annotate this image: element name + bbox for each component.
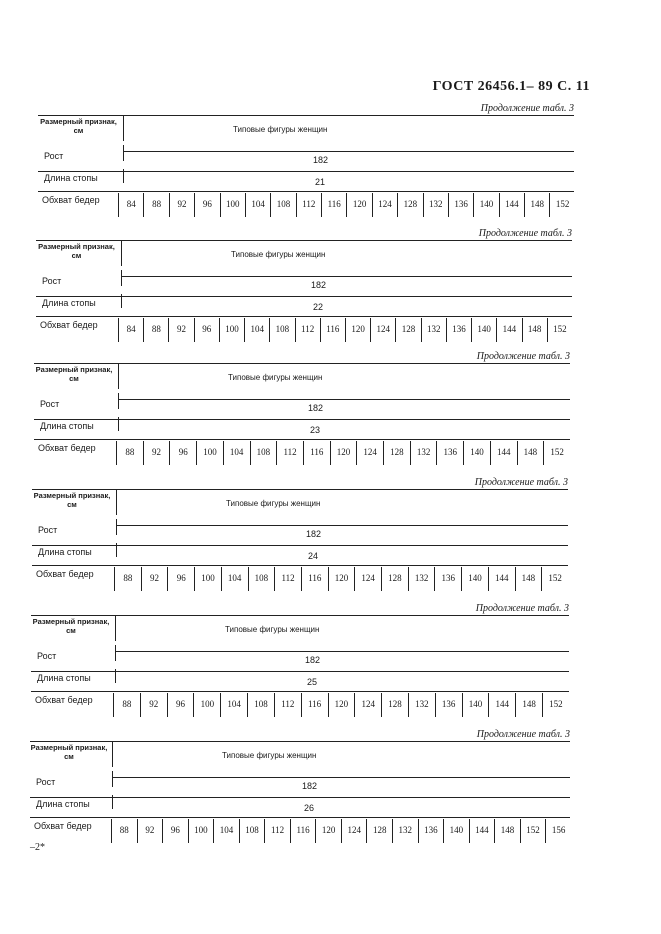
hip-girth-cell: 88 <box>143 318 168 342</box>
hip-girth-cell: 88 <box>114 567 141 591</box>
figure-type-title: Типовые фигуры женщин <box>222 751 317 760</box>
hip-girth-cell: 136 <box>446 318 471 342</box>
hip-girth-cell: 124 <box>356 441 383 465</box>
row-label-height: Рост <box>44 151 64 161</box>
row-label-foot-length: Длина стопы <box>36 799 90 809</box>
hip-girth-cell: 116 <box>290 819 316 843</box>
foot-length-value: 25 <box>307 677 318 687</box>
figure-type-title: Типовые фигуры женщин <box>225 625 320 634</box>
header-bottom-rule <box>123 151 574 152</box>
hip-girth-cell: 144 <box>488 567 515 591</box>
hip-girth-cell: 124 <box>341 819 367 843</box>
height-value: 182 <box>306 529 322 539</box>
hip-girth-cells <box>118 318 572 342</box>
hip-girth-cell: 132 <box>408 567 435 591</box>
figure-type-title: Типовые фигуры женщин <box>228 373 323 382</box>
hip-girth-cell: 140 <box>471 318 496 342</box>
hip-girth-cell: 88 <box>116 441 143 465</box>
hip-girth-cells <box>118 193 575 217</box>
hip-girth-cell: 100 <box>196 441 223 465</box>
continuation-label: Продолжение табл. 3 <box>480 103 574 114</box>
height-row-divider <box>123 145 124 161</box>
height-row-rule <box>34 419 570 420</box>
foot-row-rule <box>38 191 574 192</box>
height-value: 182 <box>308 403 324 413</box>
hip-girth-cell: 108 <box>270 193 295 217</box>
hip-girth-cell: 132 <box>421 318 446 342</box>
hip-girth-cell: 148 <box>515 693 542 717</box>
height-row-divider <box>118 393 119 409</box>
hip-girth-cell: 136 <box>436 441 463 465</box>
hip-girth-cell: 128 <box>383 441 410 465</box>
table-block <box>32 477 568 595</box>
hip-girth-cell: 136 <box>434 567 461 591</box>
header-bottom-rule <box>118 399 570 400</box>
continuation-label: Продолжение табл. 3 <box>478 228 572 239</box>
hip-girth-cell: 136 <box>435 693 462 717</box>
size-attribute-header: Размерный признак, см <box>35 365 113 383</box>
hip-girth-cell: 112 <box>276 441 303 465</box>
hip-girth-cell: 96 <box>169 441 196 465</box>
hip-girth-cell: 140 <box>463 441 490 465</box>
hip-girth-cell: 112 <box>296 193 321 217</box>
hip-girth-cell: 104 <box>223 441 250 465</box>
table-frame <box>36 240 572 346</box>
row-label-hip-girth: Обхват бедер <box>35 695 93 705</box>
row-label-hip-girth: Обхват бедер <box>38 443 96 453</box>
header-divider <box>112 741 113 767</box>
table-block <box>31 603 569 721</box>
hip-girth-cell: 96 <box>162 819 188 843</box>
table-frame <box>30 741 570 847</box>
hip-girth-cell: 96 <box>194 193 219 217</box>
hip-girth-cell: 124 <box>372 193 397 217</box>
hip-girth-cell: 116 <box>321 193 346 217</box>
hip-girth-cell: 124 <box>354 693 381 717</box>
header-bottom-rule <box>115 651 569 652</box>
hip-girth-cell: 144 <box>469 819 495 843</box>
row-label-foot-length: Длина стопы <box>38 547 92 557</box>
foot-row-rule <box>30 817 570 818</box>
height-row-divider <box>115 645 116 661</box>
table-top-rule <box>34 363 570 364</box>
hip-girth-cell: 96 <box>194 318 219 342</box>
hip-girth-cell: 124 <box>370 318 395 342</box>
foot-row-rule <box>34 439 570 440</box>
row-label-foot-length: Длина стопы <box>37 673 91 683</box>
table-frame <box>38 115 574 221</box>
hip-girth-cell: 100 <box>220 193 245 217</box>
figure-type-title: Типовые фигуры женщин <box>226 499 321 508</box>
hip-girth-cell: 136 <box>418 819 444 843</box>
hip-girth-cells <box>113 693 569 717</box>
hip-girth-cell: 124 <box>354 567 381 591</box>
height-value: 182 <box>313 155 329 165</box>
hip-girth-cell: 116 <box>301 567 328 591</box>
hip-girth-cell: 112 <box>295 318 320 342</box>
foot-row-rule <box>32 565 568 566</box>
row-label-foot-length: Длина стопы <box>42 298 96 308</box>
hip-girth-cell: 152 <box>547 318 572 342</box>
height-row-rule <box>31 671 569 672</box>
size-attribute-header: Размерный признак, см <box>32 617 110 635</box>
size-attribute-header: Размерный признак, см <box>30 743 108 761</box>
foot-length-value: 22 <box>313 302 324 312</box>
size-attribute-header: Размерный признак, см <box>33 491 111 509</box>
hip-girth-cell: 116 <box>320 318 345 342</box>
hip-girth-cell: 92 <box>137 819 163 843</box>
hip-girth-cells <box>116 441 570 465</box>
hip-girth-cell: 92 <box>169 193 194 217</box>
table-block <box>30 729 570 847</box>
height-row-rule <box>32 545 568 546</box>
size-attribute-header: Размерный признак, см <box>40 117 117 135</box>
hip-girth-cell: 108 <box>239 819 265 843</box>
table-frame <box>34 363 570 469</box>
hip-girth-cell: 152 <box>549 193 574 217</box>
hip-girth-cell: 92 <box>168 318 193 342</box>
hip-girth-cell: 152 <box>543 441 570 465</box>
foot-row-rule <box>31 691 569 692</box>
row-label-height: Рост <box>36 777 56 787</box>
table-top-rule <box>38 115 574 116</box>
hip-girth-cell: 128 <box>395 318 420 342</box>
hip-girth-cell: 120 <box>315 819 341 843</box>
page-footer-mark: –2* <box>30 842 45 853</box>
header-bottom-rule <box>112 777 570 778</box>
hip-girth-cell: 120 <box>346 193 371 217</box>
hip-girth-cell: 140 <box>461 567 488 591</box>
height-row-rule <box>36 296 572 297</box>
hip-girth-cell: 100 <box>194 567 221 591</box>
hip-girth-cell: 136 <box>448 193 473 217</box>
hip-girth-cell: 148 <box>515 567 542 591</box>
table-top-rule <box>36 240 572 241</box>
header-bottom-rule <box>121 276 572 277</box>
row-label-height: Рост <box>38 525 58 535</box>
foot-row-rule <box>36 316 572 317</box>
hip-girth-cell: 144 <box>490 441 517 465</box>
foot-row-divider <box>123 169 124 183</box>
hip-girth-cells <box>114 567 568 591</box>
height-value: 182 <box>305 655 321 665</box>
hip-girth-cell: 108 <box>248 567 275 591</box>
continuation-label: Продолжение табл. 3 <box>475 603 569 614</box>
row-label-hip-girth: Обхват бедер <box>40 320 98 330</box>
hip-girth-cell: 140 <box>443 819 469 843</box>
figure-type-title: Типовые фигуры женщин <box>231 250 326 259</box>
hip-girth-cell: 88 <box>143 193 168 217</box>
hip-girth-cell: 144 <box>496 318 521 342</box>
table-top-rule <box>32 489 568 490</box>
hip-girth-cell: 128 <box>397 193 422 217</box>
hip-girth-cell: 100 <box>188 819 214 843</box>
hip-girth-cell: 132 <box>423 193 448 217</box>
hip-girth-cell: 112 <box>274 567 301 591</box>
table-top-rule <box>30 741 570 742</box>
hip-girth-cell: 112 <box>274 693 301 717</box>
hip-girth-cell: 152 <box>520 819 546 843</box>
hip-girth-cell: 132 <box>410 441 437 465</box>
hip-girth-cell: 88 <box>111 819 137 843</box>
height-row-divider <box>116 519 117 535</box>
height-row-divider <box>121 270 122 286</box>
row-label-height: Рост <box>40 399 60 409</box>
hip-girth-cell: 152 <box>541 567 568 591</box>
foot-row-divider <box>112 795 113 809</box>
header-bottom-rule <box>116 525 568 526</box>
continuation-label: Продолжение табл. 3 <box>474 477 568 488</box>
foot-row-divider <box>118 417 119 431</box>
hip-girth-cell: 92 <box>143 441 170 465</box>
height-value: 182 <box>311 280 327 290</box>
table-frame <box>32 489 568 595</box>
header-divider <box>116 489 117 515</box>
hip-girth-cell: 108 <box>250 441 277 465</box>
height-row-rule <box>38 171 574 172</box>
hip-girth-cell: 116 <box>301 693 328 717</box>
hip-girth-cell: 104 <box>213 819 239 843</box>
table-frame <box>31 615 569 721</box>
foot-length-value: 26 <box>304 803 315 813</box>
figure-type-title: Типовые фигуры женщин <box>233 125 328 134</box>
table-block <box>38 103 574 221</box>
hip-girth-cell: 128 <box>381 567 408 591</box>
hip-girth-cell: 92 <box>140 693 167 717</box>
row-label-hip-girth: Обхват бедер <box>36 569 94 579</box>
hip-girth-cell: 104 <box>220 693 247 717</box>
hip-girth-cell: 148 <box>524 193 549 217</box>
hip-girth-cell: 120 <box>328 693 355 717</box>
hip-girth-cell: 108 <box>269 318 294 342</box>
header-divider <box>118 363 119 389</box>
hip-girth-cell: 84 <box>118 318 143 342</box>
height-row-divider <box>112 771 113 787</box>
row-label-foot-length: Длина стопы <box>44 173 98 183</box>
hip-girth-cell: 100 <box>219 318 244 342</box>
row-label-hip-girth: Обхват бедер <box>34 821 92 831</box>
hip-girth-cell: 104 <box>221 567 248 591</box>
hip-girth-cell: 152 <box>542 693 569 717</box>
hip-girth-cell: 120 <box>345 318 370 342</box>
hip-girth-cell: 84 <box>118 193 143 217</box>
foot-row-divider <box>121 294 122 308</box>
foot-length-value: 21 <box>315 177 326 187</box>
hip-girth-cell: 148 <box>517 441 544 465</box>
hip-girth-cell: 148 <box>494 819 520 843</box>
foot-length-value: 23 <box>310 425 321 435</box>
hip-girth-cell: 96 <box>167 567 194 591</box>
header-divider <box>121 240 122 266</box>
header-divider <box>115 615 116 641</box>
header-divider <box>123 115 124 141</box>
hip-girth-cell: 144 <box>488 693 515 717</box>
hip-girth-cell: 100 <box>193 693 220 717</box>
size-attribute-header: Размерный признак, см <box>38 242 115 260</box>
hip-girth-cell: 116 <box>303 441 330 465</box>
hip-girth-cell: 108 <box>247 693 274 717</box>
foot-length-value: 24 <box>308 551 319 561</box>
hip-girth-cell: 128 <box>366 819 392 843</box>
hip-girth-cell: 128 <box>381 693 408 717</box>
row-label-foot-length: Длина стопы <box>40 421 94 431</box>
hip-girth-cell: 156 <box>545 819 571 843</box>
hip-girth-cell: 140 <box>462 693 489 717</box>
hip-girth-cell: 104 <box>244 318 269 342</box>
page-header: ГОСТ 26456.1– 89 С. 11 <box>432 79 590 94</box>
hip-girth-cell: 144 <box>499 193 524 217</box>
hip-girth-cell: 96 <box>167 693 194 717</box>
row-label-height: Рост <box>37 651 57 661</box>
table-block <box>34 351 570 469</box>
continuation-label: Продолжение табл. 3 <box>476 729 570 740</box>
hip-girth-cells <box>111 819 571 843</box>
height-row-rule <box>30 797 570 798</box>
row-label-hip-girth: Обхват бедер <box>42 195 100 205</box>
height-value: 182 <box>302 781 318 791</box>
hip-girth-cell: 132 <box>408 693 435 717</box>
table-top-rule <box>31 615 569 616</box>
hip-girth-cell: 148 <box>522 318 547 342</box>
hip-girth-cell: 88 <box>113 693 140 717</box>
hip-girth-cell: 120 <box>328 567 355 591</box>
table-block <box>36 228 572 346</box>
foot-row-divider <box>116 543 117 557</box>
hip-girth-cell: 92 <box>141 567 168 591</box>
foot-row-divider <box>115 669 116 683</box>
hip-girth-cell: 120 <box>330 441 357 465</box>
row-label-height: Рост <box>42 276 62 286</box>
hip-girth-cell: 104 <box>245 193 270 217</box>
continuation-label: Продолжение табл. 3 <box>476 351 570 362</box>
hip-girth-cell: 112 <box>264 819 290 843</box>
hip-girth-cell: 140 <box>473 193 498 217</box>
hip-girth-cell: 132 <box>392 819 418 843</box>
